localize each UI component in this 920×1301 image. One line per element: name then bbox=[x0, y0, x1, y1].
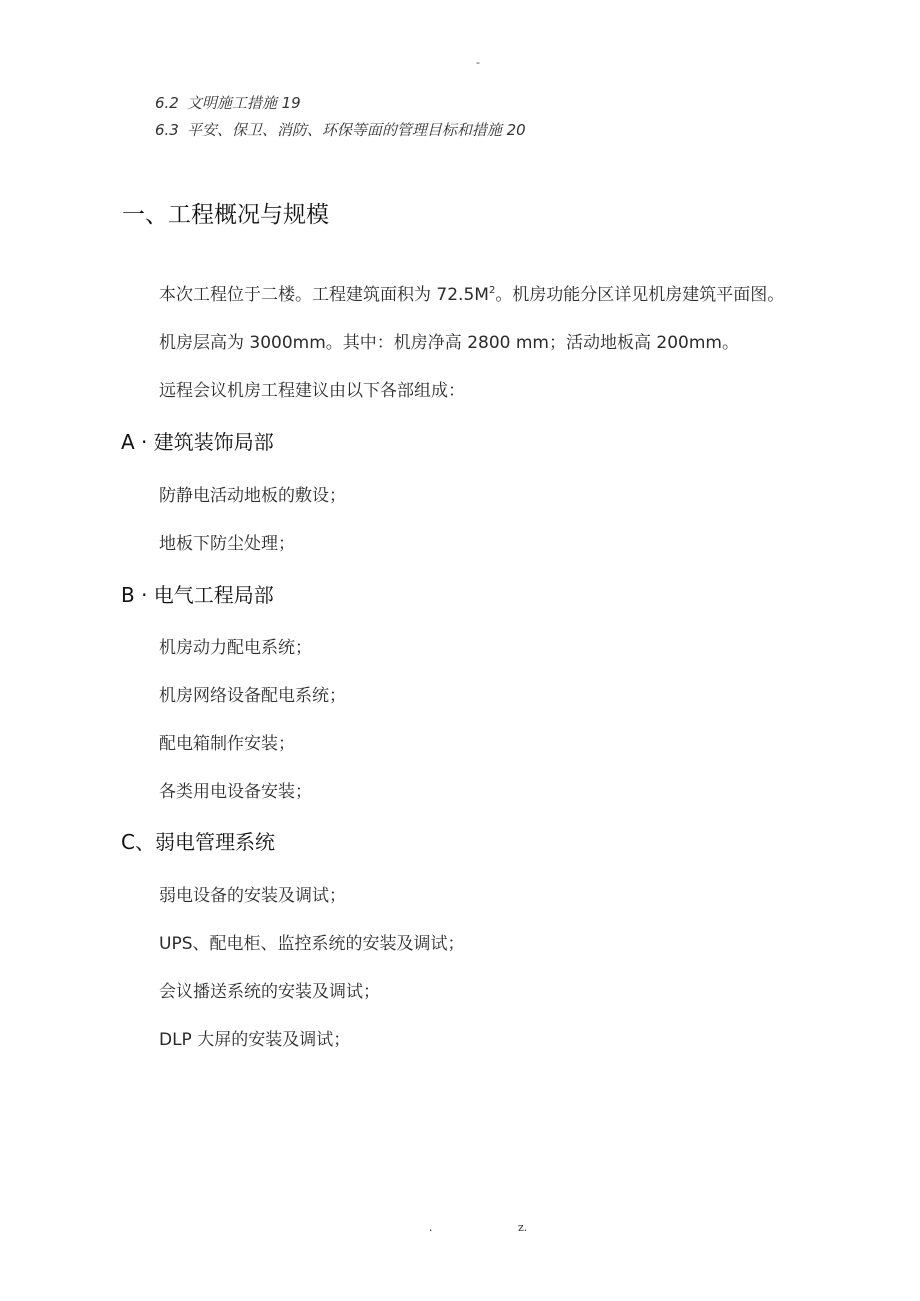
toc-title: 平安、保卫、消防、环保等面的管理目标和措施 20 bbox=[186, 121, 526, 139]
list-item: 防静电活动地板的敷设； bbox=[159, 486, 346, 506]
superscript: 2 bbox=[488, 285, 496, 296]
list-item: DLP 大屏的安装及调试； bbox=[159, 1030, 351, 1050]
toc-title: 文明施工措施 19 bbox=[186, 94, 301, 112]
footer-left-mark: . bbox=[429, 1221, 433, 1234]
list-item: 地板下防尘处理； bbox=[159, 534, 295, 554]
toc-number: 6.2 bbox=[155, 94, 179, 112]
toc-entry[interactable] bbox=[155, 92, 301, 113]
intro-paragraph-1 bbox=[159, 280, 784, 305]
toc-number: 6.3 bbox=[155, 121, 179, 139]
list-item: 机房网络设备配电系统； bbox=[159, 686, 346, 706]
intro-paragraph-2: 机房层高为 3000mm。其中：机房净高 2800 mm；活动地板高 200mm。 bbox=[159, 333, 739, 353]
list-item: UPS、配电柜、监控系统的安装及调试； bbox=[159, 934, 465, 954]
list-item: 机房动力配电系统； bbox=[159, 638, 312, 658]
part-heading-b: B · 电气工程局部 bbox=[121, 583, 274, 607]
header-mark: - bbox=[476, 56, 480, 69]
intro-text: 。机房功能分区详见机房建筑平面图。 bbox=[495, 285, 785, 305]
intro-paragraph-3: 远程会议机房工程建议由以下各部组成： bbox=[159, 381, 465, 401]
part-heading-a: A · 建筑装饰局部 bbox=[121, 430, 274, 454]
list-item: 各类用电设备安装； bbox=[159, 782, 312, 802]
footer-right-mark: z. bbox=[518, 1221, 528, 1234]
list-item: 配电箱制作安装； bbox=[159, 734, 295, 754]
part-heading-c: C、弱电管理系统 bbox=[121, 830, 275, 854]
list-item: 会议播送系统的安装及调试； bbox=[159, 982, 380, 1002]
list-item: 弱电设备的安装及调试； bbox=[159, 886, 346, 906]
intro-text: 本次工程位于二楼。工程建筑面积为 72.5M bbox=[159, 285, 489, 305]
section-title: 一、工程概况与规模 bbox=[122, 202, 329, 228]
toc-entry[interactable] bbox=[155, 119, 526, 140]
